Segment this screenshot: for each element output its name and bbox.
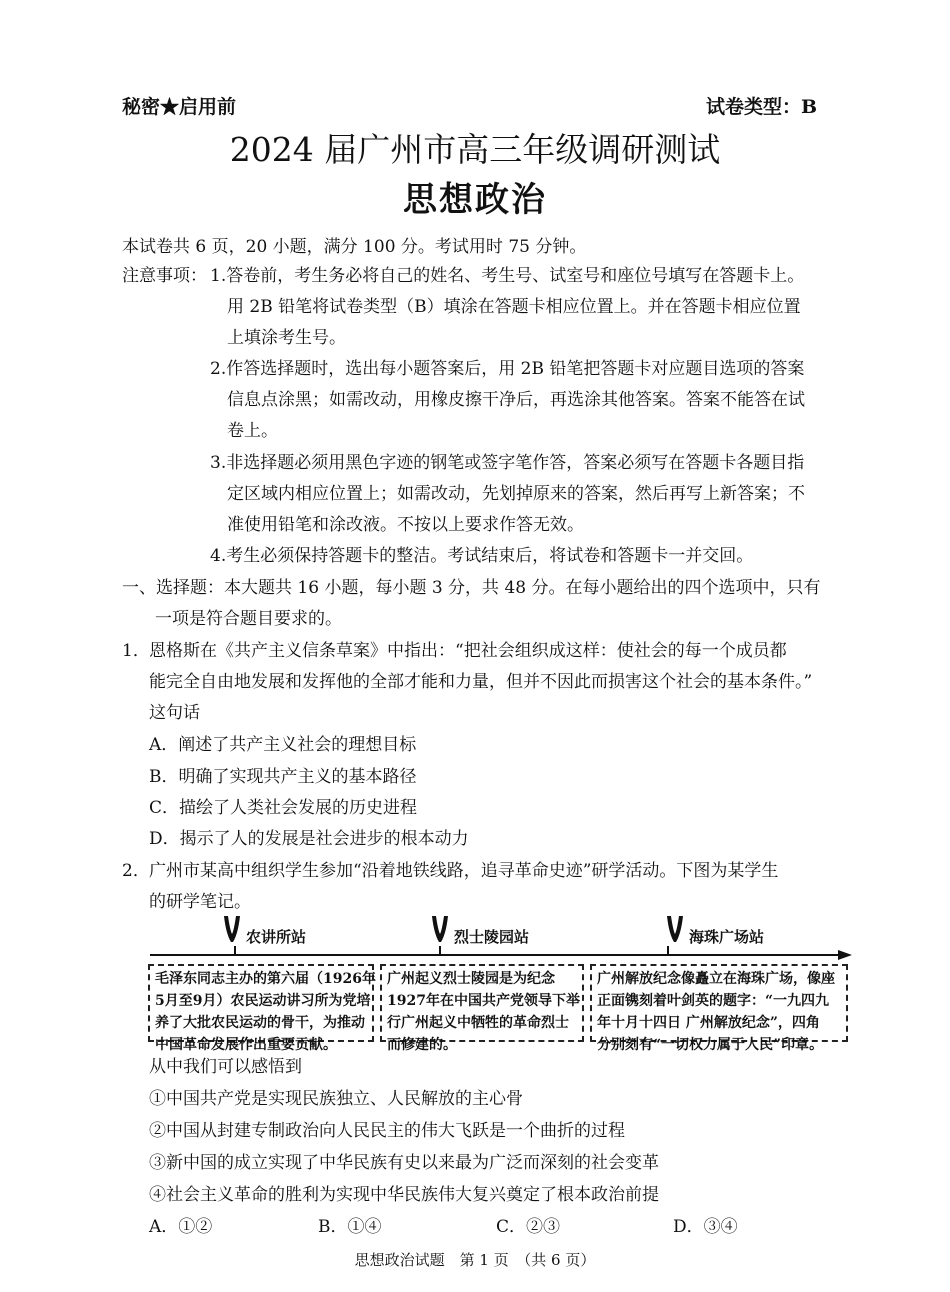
- station-note-box: [148, 964, 376, 1053]
- box-line: 广州解放纪念像矗立在海珠广场，像座: [597, 971, 835, 987]
- box-line: 分别刻有“一切权力属于人民”印章。: [597, 1037, 824, 1053]
- note-line: 准使用铅笔和涂改液。不按以上要求作答无效。: [227, 515, 584, 535]
- box-line: 而修建的。: [387, 1037, 457, 1053]
- metro-icon: [222, 916, 242, 944]
- exam-intro: 本试卷共 6 页，20 小题，满分 100 分。考试用时 75 分钟。: [122, 237, 587, 257]
- question-text: 的研学笔记。: [149, 892, 251, 912]
- option-b: B．明确了实现共产主义的基本路径: [149, 767, 417, 787]
- subject-title: 思想政治: [403, 180, 547, 220]
- statement-2: ②中国从封建专制政治向人民民主的伟大飞跃是一个曲折的过程: [149, 1121, 625, 1141]
- statement-4: ④社会主义革命的胜利为实现中华民族伟大复兴奠定了根本政治前提: [149, 1185, 659, 1205]
- box-line: 年十月十四日 广州解放纪念”，四角: [597, 1015, 820, 1031]
- note-line: 卷上。: [227, 421, 278, 441]
- option-a: A．阐述了共产主义社会的理想目标: [149, 735, 417, 755]
- note-line: 2.作答选择题时，选出每小题答案后，用 2B 铅笔把答题卡对应题目选项的答案: [210, 359, 805, 379]
- statement-3: ③新中国的成立实现了中华民族有史以来最为广泛而深刻的社会变革: [149, 1153, 659, 1173]
- note-line: 用 2B 铅笔将试卷类型（B）填涂在答题卡相应位置上。并在答题卡相应位置: [227, 297, 801, 317]
- note-line: 定区域内相应位置上；如需改动，先划掉原来的答案，然后再写上新答案；不: [227, 484, 805, 504]
- station-name-haizhuguangchang: 海珠广场站: [689, 928, 765, 946]
- station-name-nongjiangsuo: 农讲所站: [246, 928, 307, 946]
- box-line: 广州起义烈士陵园是为纪念: [387, 971, 555, 987]
- metro-icon: [430, 916, 450, 944]
- page-footer: 思想政治试题 第 1 页 （共 6 页）: [354, 1251, 596, 1269]
- question-text: 这句话: [149, 703, 200, 723]
- note-line: 4.考生必须保持答题卡的整洁。考试结束后，将试卷和答题卡一并交回。: [210, 546, 754, 566]
- option-c: C．②③: [496, 1217, 561, 1237]
- statement-1: ①中国共产党是实现民族独立、人民解放的主心骨: [149, 1089, 523, 1109]
- box-line: 中国革命发展作出重要贡献。: [155, 1037, 337, 1053]
- box-line: 行广州起义中牺牲的革命烈士: [387, 1015, 569, 1031]
- note-line: 上填涂考生号。: [227, 328, 346, 348]
- section-heading-cont: 一项是符合题目要求的。: [155, 609, 342, 629]
- question-text: 能完全自由地发展和发挥他的全部才能和力量，但并不因此而损害这个社会的基本条件。”: [149, 672, 813, 692]
- note-line: 1.答卷前，考生务必将自己的姓名、考生号、试室号和座位号填写在答题卡上。: [210, 266, 805, 286]
- question-text: 广州市某高中组织学生参加“沿着地铁线路，追寻革命史迹”研学活动。下图为某学生: [149, 861, 779, 881]
- box-line: 毛泽东同志主办的第六届（1926年: [155, 971, 376, 987]
- option-a: A．①②: [149, 1217, 213, 1237]
- question-prompt: 从中我们可以感悟到: [149, 1057, 302, 1077]
- exam-title: 2024 届广州市高三年级调研测试: [229, 130, 721, 169]
- box-line: 5月至9月）农民运动讲习所为党培: [155, 993, 371, 1009]
- station-note-box: [380, 964, 584, 1053]
- question-number: 1．: [122, 641, 150, 661]
- note-line: 3.非选择题必须用黑色字迹的钢笔或签字笔作答，答案必须写在答题卡各题目指: [210, 453, 805, 473]
- section-heading: 一、选择题：本大题共 16 小题，每小题 3 分，共 48 分。在每小题给出的四个选项中，只有: [122, 578, 821, 598]
- note-line: 信息点涂黑；如需改动，用橡皮擦干净后，再选涂其他答案。答案不能答在试: [227, 390, 805, 410]
- station-note-box: [590, 964, 848, 1053]
- option-d: D．揭示了人的发展是社会进步的根本动力: [149, 829, 469, 849]
- paper-type-label: 试卷类型：B: [706, 96, 818, 118]
- option-c: C．描绘了人类社会发展的历史进程: [149, 798, 418, 818]
- question-number: 2．: [122, 861, 150, 881]
- metro-icon: [665, 916, 685, 944]
- option-b: B．①④: [318, 1217, 382, 1237]
- option-d: D．③④: [673, 1217, 738, 1237]
- box-line: 1927年在中国共产党领导下举: [387, 993, 580, 1009]
- box-line: 养了大批农民运动的骨干，为推动: [155, 1015, 365, 1031]
- question-text: 恩格斯在《共产主义信条草案》中指出：“把社会组织成这样：使社会的每一个成员都: [149, 641, 787, 661]
- box-line: 正面镌刻着叶剑英的题字：“一九四九: [597, 993, 830, 1009]
- confidential-label: 秘密★启用前: [122, 96, 237, 118]
- station-name-lieshilingyuan: 烈士陵园站: [454, 928, 530, 946]
- notes-label: 注意事项：: [122, 266, 207, 286]
